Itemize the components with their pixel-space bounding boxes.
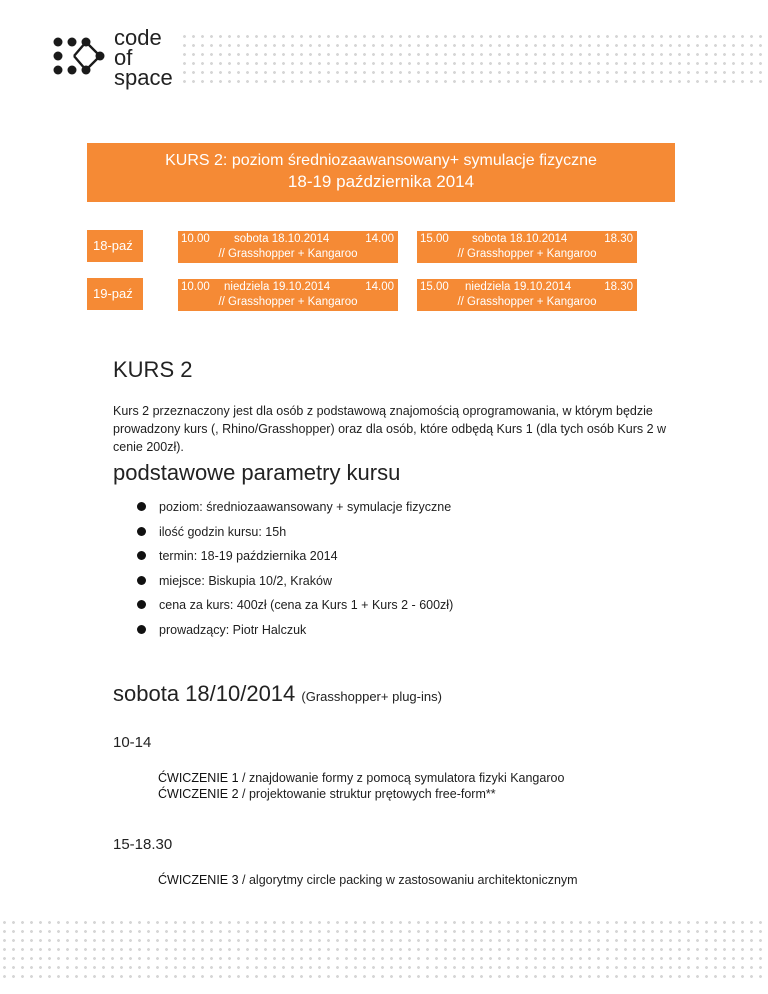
bullet-icon: [137, 576, 146, 585]
param-text: prowadzący: Piotr Halczuk: [159, 622, 307, 637]
exercise-desc: / projektowanie struktur prętowych free-form**: [238, 787, 496, 801]
logo-line: code: [114, 25, 162, 50]
bullet-icon: [137, 625, 146, 634]
saturday-subtitle: (Grasshopper+ plug-ins): [301, 689, 442, 704]
course-banner: [87, 143, 675, 202]
list-item: [137, 623, 637, 648]
list-item: [137, 598, 637, 623]
bullet-icon: [137, 551, 146, 560]
param-text: ilość godzin kursu: 15h: [159, 524, 287, 539]
exercise-item: [158, 872, 578, 888]
schedule-slot: [178, 231, 398, 263]
course-intro: Kurs 2 przeznaczony jest dla osób z podstawową znajomością oprogramowania, w którym będzie prowadzony kurs (, Rhino/Grasshopper) oraz dla osób, które odbędą Kurs 1 (dla tych osób Kurs 2 w cenie 200zł).: [113, 404, 667, 454]
slot-topic: // Grasshopper + Kangaroo: [218, 296, 358, 308]
saturday-heading: [113, 681, 442, 707]
time-block-label: 15-18.30: [113, 836, 173, 853]
slot-date: niedziela 19.10.2014: [465, 281, 572, 293]
list-item: [137, 500, 637, 525]
slot-end: 14.00: [365, 281, 394, 293]
slot-end: 18.30: [604, 281, 633, 293]
time-block-label: 10-14: [113, 734, 152, 751]
list-item: [137, 574, 637, 599]
slot-start: 15.00: [420, 233, 449, 245]
slot-date: niedziela 19.10.2014: [224, 281, 331, 293]
exercise-list: [158, 770, 564, 802]
params-list: [137, 500, 637, 647]
saturday-title: sobota 18/10/2014: [113, 681, 296, 706]
schedule-slot: [417, 279, 637, 311]
banner-dates: 18-19 października 2014: [287, 172, 475, 191]
param-text: miejsce: Biskupia 10/2, Kraków: [159, 573, 332, 588]
exercise-item: [158, 786, 564, 802]
exercise-list: [158, 872, 578, 888]
dot-pattern-top: [180, 32, 768, 84]
exercise-name: ĆWICZENIE 1: [158, 771, 239, 785]
logo-line: of: [114, 45, 133, 70]
slot-end: 18.30: [604, 233, 633, 245]
slot-topic: // Grasshopper + Kangaroo: [218, 248, 358, 260]
param-text: cena za kurs: 400zł (cena za Kurs 1 + Kurs 2 - 600zł): [159, 598, 454, 612]
logo: [50, 25, 190, 90]
bullet-icon: [137, 600, 146, 609]
schedule-slot: [178, 279, 398, 311]
exercise-desc: / algorytmy circle packing w zastosowaniu architektonicznym: [238, 873, 578, 887]
slot-start: 15.00: [420, 281, 449, 293]
exercise-name: ĆWICZENIE 2: [158, 787, 239, 801]
logo-mark-icon: [50, 30, 110, 82]
logo-line: space: [114, 65, 173, 90]
params-heading: podstawowe parametry kursu: [113, 460, 401, 485]
slot-end: 14.00: [365, 233, 394, 245]
slot-topic: // Grasshopper + Kangaroo: [457, 248, 597, 260]
slot-start: 10.00: [181, 233, 210, 245]
day-label: 18-paź: [87, 230, 143, 262]
exercise-item: [158, 770, 564, 786]
schedule-slot: [417, 231, 637, 263]
param-text: poziom: średniozaawansowany + symulacje fizyczne: [159, 500, 452, 514]
bullet-icon: [137, 527, 146, 536]
slot-start: 10.00: [181, 281, 210, 293]
logo-text: [114, 25, 173, 90]
param-text: termin: 18-19 października 2014: [159, 549, 338, 563]
exercise-name: ĆWICZENIE 3: [158, 873, 239, 887]
slot-date: sobota 18.10.2014: [234, 233, 330, 245]
list-item: [137, 525, 637, 550]
list-item: [137, 549, 637, 574]
dot-pattern-bottom: [0, 918, 768, 978]
slot-topic: // Grasshopper + Kangaroo: [457, 296, 597, 308]
exercise-desc: / znajdowanie formy z pomocą symulatora fizyki Kangaroo: [238, 771, 565, 785]
day-label: 19-paź: [87, 278, 143, 310]
slot-date: sobota 18.10.2014: [472, 233, 568, 245]
course-heading: KURS 2: [113, 357, 193, 382]
bullet-icon: [137, 502, 146, 511]
banner-title: KURS 2: poziom średniozaawansowany+ symulacje fizyczne: [165, 152, 597, 169]
